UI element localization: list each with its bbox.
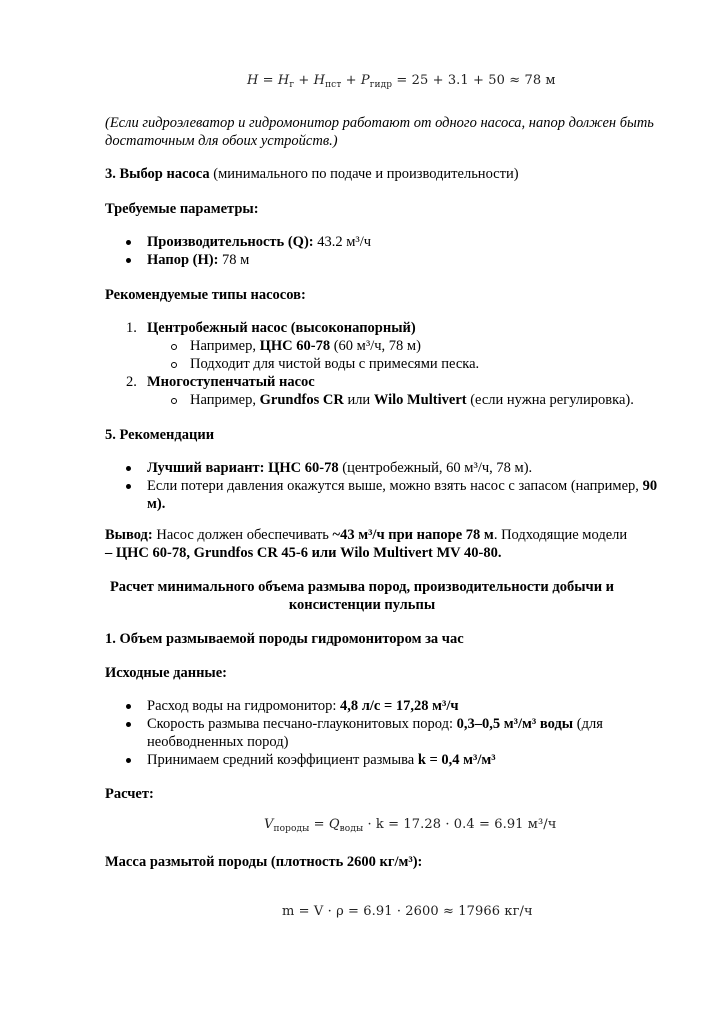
conclusion-line-1: Вывод: Насос должен обеспечивать ~43 м³/ч при напоре 78 м. Подходящие модели <box>105 527 628 543</box>
formula-head-total: $H = H_г + H_{пст} + P_{гидр} = 25 + 3.1 + 50 \approx 78$ м <box>247 73 556 90</box>
bullet-icon <box>126 466 131 471</box>
note-line-2: достаточным для обоих устройств.) <box>105 133 338 149</box>
circle-bullet-icon <box>171 344 177 350</box>
bullet-icon <box>126 484 131 489</box>
calc-heading-line-1: Расчет минимального объема размыва пород, производительности добычи и <box>109 579 615 595</box>
required-params-title: Требуемые параметры: <box>105 201 259 217</box>
section-5-heading: 5. Рекомендации <box>105 427 215 443</box>
recommended-types-title: Рекомендуемые типы насосов: <box>105 287 306 303</box>
bullet-icon <box>126 758 131 763</box>
circle-bullet-icon <box>171 398 177 404</box>
type-2-example: Например, Grundfos CR или Wilo Multivert (если нужна регулировка). <box>190 392 634 408</box>
type-2-name: Многоступенчатый насос <box>147 374 315 390</box>
type-1-name: Центробежный насос (высоконапорный) <box>147 320 416 336</box>
type-2-number: 2. <box>126 374 137 390</box>
type-1-example: Например, ЦНС 60-78 (60 м³/ч, 78 м) <box>190 338 421 354</box>
section-3-heading: 3. Выбор насоса (минимального по подаче и производительности) <box>105 166 519 182</box>
formula-volume: $V_{породы} = Q_{воды} \cdot k = 17.28 \cdot 0.4 = 6.91$ м³/ч <box>264 817 557 834</box>
section-1-heading: 1. Объем размываемой породы гидромонитором за час <box>105 631 464 647</box>
input-coefficient: Принимаем средний коэффициент размыва k = 0,4 м³/м³ <box>147 752 496 768</box>
calc-title: Расчет: <box>105 786 154 802</box>
type-1-number: 1. <box>126 320 137 336</box>
input-water-flow: Расход воды на гидромонитор: 4,8 л/с = 17,28 м³/ч <box>147 698 459 714</box>
bullet-icon <box>126 722 131 727</box>
type-1-note: Подходит для чистой воды с примесями песка. <box>190 356 480 372</box>
input-erosion-rate-line-1: Скорость размыва песчано-глауконитовых пород: 0,3–0,5 м³/м³ воды (для <box>147 716 603 732</box>
bullet-icon <box>126 240 131 245</box>
recommendation-best: Лучший вариант: ЦНС 60-78 (центробежный, 60 м³/ч, 78 м). <box>147 460 533 476</box>
mass-title: Масса размытой породы (плотность 2600 кг/м³): <box>105 854 423 870</box>
input-erosion-rate-line-2: необводненных пород) <box>147 734 289 750</box>
required-item-h: Напор (H): 78 м <box>147 252 250 268</box>
recommendation-margin-line-2: м). <box>147 496 166 512</box>
input-data-title: Исходные данные: <box>105 665 228 681</box>
bullet-icon <box>126 258 131 263</box>
bullet-icon <box>126 704 131 709</box>
required-item-q: Производительность (Q): 43.2 м³/ч <box>147 234 372 250</box>
calc-heading-line-2: консистенции пульпы <box>288 597 436 613</box>
formula-mass: m = V · ρ = 6.91 · 2600 ≈ 17966 кг/ч <box>282 904 533 919</box>
circle-bullet-icon <box>171 362 177 368</box>
conclusion-line-2: – ЦНС 60-78, Grundfos CR 45-6 или Wilo Multivert MV 40-80. <box>105 545 502 561</box>
note-line-1: (Если гидроэлеватор и гидромонитор работают от одного насоса, напор должен быть <box>105 115 654 131</box>
recommendation-margin-line-1: Если потери давления окажутся выше, можно взять насос с запасом (например, 90 <box>147 478 658 494</box>
